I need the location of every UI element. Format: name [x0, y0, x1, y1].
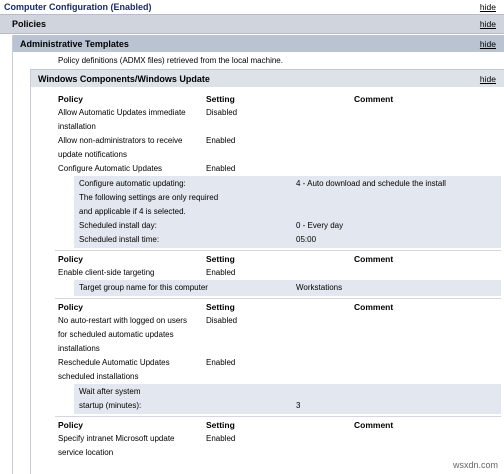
policy-name: service location — [58, 448, 114, 457]
column-header-setting: Setting — [206, 254, 235, 264]
column-header-setting: Setting — [206, 420, 235, 430]
column-header-policy: Policy — [58, 302, 84, 312]
section-divider — [55, 250, 501, 251]
policy-setting: Enabled — [206, 136, 236, 145]
policy-setting: Enabled — [206, 268, 236, 277]
detail-value: 3 — [296, 401, 301, 410]
policy-setting: Enabled — [206, 434, 236, 443]
policy-name: No auto-restart with logged on users — [58, 316, 187, 325]
administrative-templates-header — [12, 35, 504, 52]
watermark: wsxdn.com — [452, 460, 498, 470]
hide-administrative-templates-link[interactable]: hide — [479, 38, 496, 49]
detail-label: Wait after system — [79, 387, 141, 396]
windows-update-header — [30, 69, 504, 87]
tree-indent-line — [12, 35, 13, 474]
policy-name: update notifications — [58, 150, 127, 159]
column-header-policy: Policy — [58, 94, 84, 104]
computer-configuration-title: Computer Configuration (Enabled) — [4, 1, 152, 12]
policy-name: for scheduled automatic updates — [58, 330, 174, 339]
detail-label: startup (minutes): — [79, 401, 142, 410]
policy-setting: Disabled — [206, 108, 238, 117]
hide-computer-configuration-link[interactable]: hide — [479, 1, 496, 12]
policy-name: Allow Automatic Updates immediate — [58, 108, 186, 117]
detail-label: Configure automatic updating: — [79, 179, 186, 188]
column-header-comment: Comment — [354, 94, 394, 104]
column-header-comment: Comment — [354, 420, 394, 430]
policy-setting: Enabled — [206, 164, 236, 173]
admx-note: Policy definitions (ADMX files) retrieved from the local machine. — [58, 56, 283, 65]
detail-label: The following settings are only required — [79, 193, 219, 202]
tree-indent-line — [30, 69, 31, 474]
column-header-comment: Comment — [354, 302, 394, 312]
column-header-setting: Setting — [206, 94, 235, 104]
column-header-setting: Setting — [206, 302, 235, 312]
detail-label: Scheduled install day: — [79, 221, 157, 230]
detail-value: 4 - Auto download and schedule the install — [296, 179, 446, 188]
section-divider — [55, 298, 501, 299]
column-header-policy: Policy — [58, 254, 84, 264]
policy-name: scheduled installations — [58, 372, 139, 381]
detail-label: and applicable if 4 is selected. — [79, 207, 186, 216]
detail-value: Workstations — [296, 283, 343, 292]
detail-value: 05:00 — [296, 235, 317, 244]
policy-name: Configure Automatic Updates — [58, 164, 163, 173]
policy-name: installation — [58, 122, 96, 131]
column-header-comment: Comment — [354, 254, 394, 264]
policy-setting: Disabled — [206, 316, 238, 325]
column-header-policy: Policy — [58, 420, 84, 430]
hide-policies-link[interactable]: hide — [479, 19, 496, 29]
detail-label: Target group name for this computer — [79, 283, 208, 292]
computer-configuration-header — [0, 0, 504, 13]
windows-update-title: Windows Components/Windows Update — [38, 73, 210, 84]
policy-name: Reschedule Automatic Updates — [58, 358, 170, 367]
hide-windows-update-link[interactable]: hide — [479, 73, 496, 84]
policy-name: installations — [58, 344, 100, 353]
detail-label: Scheduled install time: — [79, 235, 160, 244]
policy-name: Enable client-side targeting — [58, 268, 155, 277]
detail-value: 0 - Every day — [296, 221, 344, 230]
policies-header — [0, 14, 504, 34]
policy-name: Specify intranet Microsoft update — [58, 434, 175, 443]
policies-title: Policies — [12, 19, 47, 29]
policy-name: Allow non-administrators to receive — [58, 136, 183, 145]
section-divider — [55, 416, 501, 417]
administrative-templates-title: Administrative Templates — [20, 38, 129, 49]
policy-setting: Enabled — [206, 358, 236, 367]
